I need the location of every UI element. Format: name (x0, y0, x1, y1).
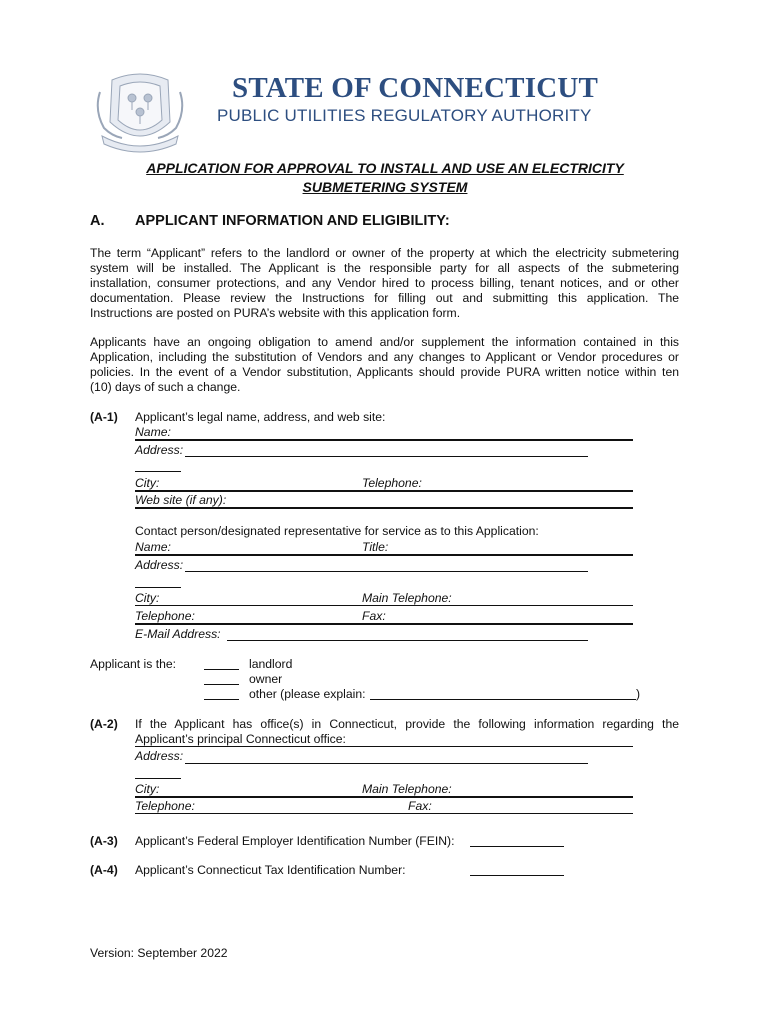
a1-contact-city-label: City: (135, 591, 160, 605)
a1-city-label: City: (135, 476, 160, 490)
item-a1-label: Applicant’s legal name, address, and web site: (135, 410, 386, 424)
a2-main-telephone-label: Main Telephone: (362, 782, 452, 796)
a2-address-label: Address: (135, 749, 184, 763)
item-a2-text-line1: If the Applicant has office(s) in Connecticut, provide the following information regarding the (135, 717, 679, 731)
a1-address-continuation[interactable] (135, 471, 181, 472)
a1-name-field[interactable] (135, 439, 633, 441)
other-explain-field[interactable] (370, 699, 636, 700)
a1-contact-address-label: Address: (135, 558, 184, 572)
a2-office-underline (135, 746, 633, 747)
a2-telephone-label: Telephone: (135, 799, 195, 813)
other-option: other (please explain: (249, 687, 366, 701)
other-checkbox[interactable] (204, 699, 239, 700)
a2-city-telephone-field[interactable] (135, 796, 633, 798)
a1-contact-telephone-label: Telephone: (135, 609, 195, 623)
authority-subtitle: PUBLIC UTILITIES REGULATORY AUTHORITY (217, 106, 592, 125)
a1-contact-fax-label: Fax: (362, 609, 386, 623)
a1-website-field[interactable] (135, 507, 633, 509)
state-seal (92, 70, 188, 156)
a1-contact-label: Contact person/designated representative for service as to this Application: (135, 524, 539, 538)
applicant-is-label: Applicant is the: (90, 657, 177, 671)
a1-contact-address-continuation[interactable] (135, 587, 181, 588)
paragraph-applicant-definition: The term “Applicant” refers to the landlord or owner of the property at which the electricity submetering system will be installed. The Applicant is the responsible party for all aspects of the submetering installation, consumer protections, and any Vendor hired to process billing, tenant notices, and or other documentation. Please review the Instructions for filling out and submitting this application. The Instructions are posted on PURA’s website with this application form. (90, 246, 679, 320)
owner-option: owner (249, 672, 283, 686)
a1-contact-city-field[interactable] (135, 605, 633, 606)
a1-address-label: Address: (135, 443, 184, 457)
item-a2-text-line2: Applicant’s principal Connecticut office: (135, 732, 346, 746)
version-footer: Version: September 2022 (90, 946, 228, 960)
owner-checkbox[interactable] (204, 684, 239, 685)
a2-address-field[interactable] (185, 763, 588, 764)
item-a2-number: (A-2) (90, 717, 118, 731)
a1-contact-name-label: Name: (135, 540, 171, 554)
a1-contact-telephone-fax-field[interactable] (135, 623, 633, 625)
a1-website-label: Web site (if any): (135, 493, 227, 507)
state-title: STATE OF CONNECTICUT (232, 72, 599, 104)
a2-fax-label: Fax: (408, 799, 432, 813)
section-letter: A. (90, 213, 105, 229)
a1-contact-address-field[interactable] (185, 571, 588, 572)
a2-city-label: City: (135, 782, 160, 796)
a1-contact-email-label: E-Mail Address: (135, 627, 221, 641)
a1-contact-main-telephone-label: Main Telephone: (362, 591, 452, 605)
item-a4-label: Applicant’s Connecticut Tax Identification Number: (135, 863, 406, 877)
a1-address-field[interactable] (185, 456, 588, 457)
paragraph-ongoing-obligation: Applicants have an ongoing obligation to amend and/or supplement the information contained in this Application, including the substitution of Vendors and any changes to Applicant or Vendor procedures or policies. In the event of a Vendor substitution, Applicants should provide PURA written notice within ten (10) days of such a change. (90, 335, 679, 394)
a1-contact-title-label: Title: (362, 540, 389, 554)
item-a4-number: (A-4) (90, 863, 118, 877)
a1-telephone-label: Telephone: (362, 476, 422, 490)
item-a3-label: Applicant’s Federal Employer Identification Number (FEIN): (135, 834, 455, 848)
item-a3-number: (A-3) (90, 834, 118, 848)
section-heading: APPLICANT INFORMATION AND ELIGIBILITY: (135, 213, 450, 229)
item-a1-number: (A-1) (90, 410, 118, 424)
a1-contact-name-title-field[interactable] (135, 554, 633, 556)
a1-name-label: Name: (135, 425, 171, 439)
a2-telephone-fax-field[interactable] (135, 813, 633, 814)
form-title-line2: SUBMETERING SYSTEM (302, 179, 468, 195)
landlord-option: landlord (249, 657, 293, 671)
other-close-paren: ) (636, 687, 641, 701)
a1-city-telephone-field[interactable] (135, 490, 633, 492)
a2-address-continuation[interactable] (135, 778, 181, 779)
fein-field[interactable] (470, 846, 564, 847)
landlord-checkbox[interactable] (204, 669, 239, 670)
a1-contact-email-field[interactable] (227, 640, 588, 641)
form-title-line1: APPLICATION FOR APPROVAL TO INSTALL AND USE AN ELECTRICITY (146, 160, 624, 176)
ct-tax-id-field[interactable] (470, 875, 564, 876)
